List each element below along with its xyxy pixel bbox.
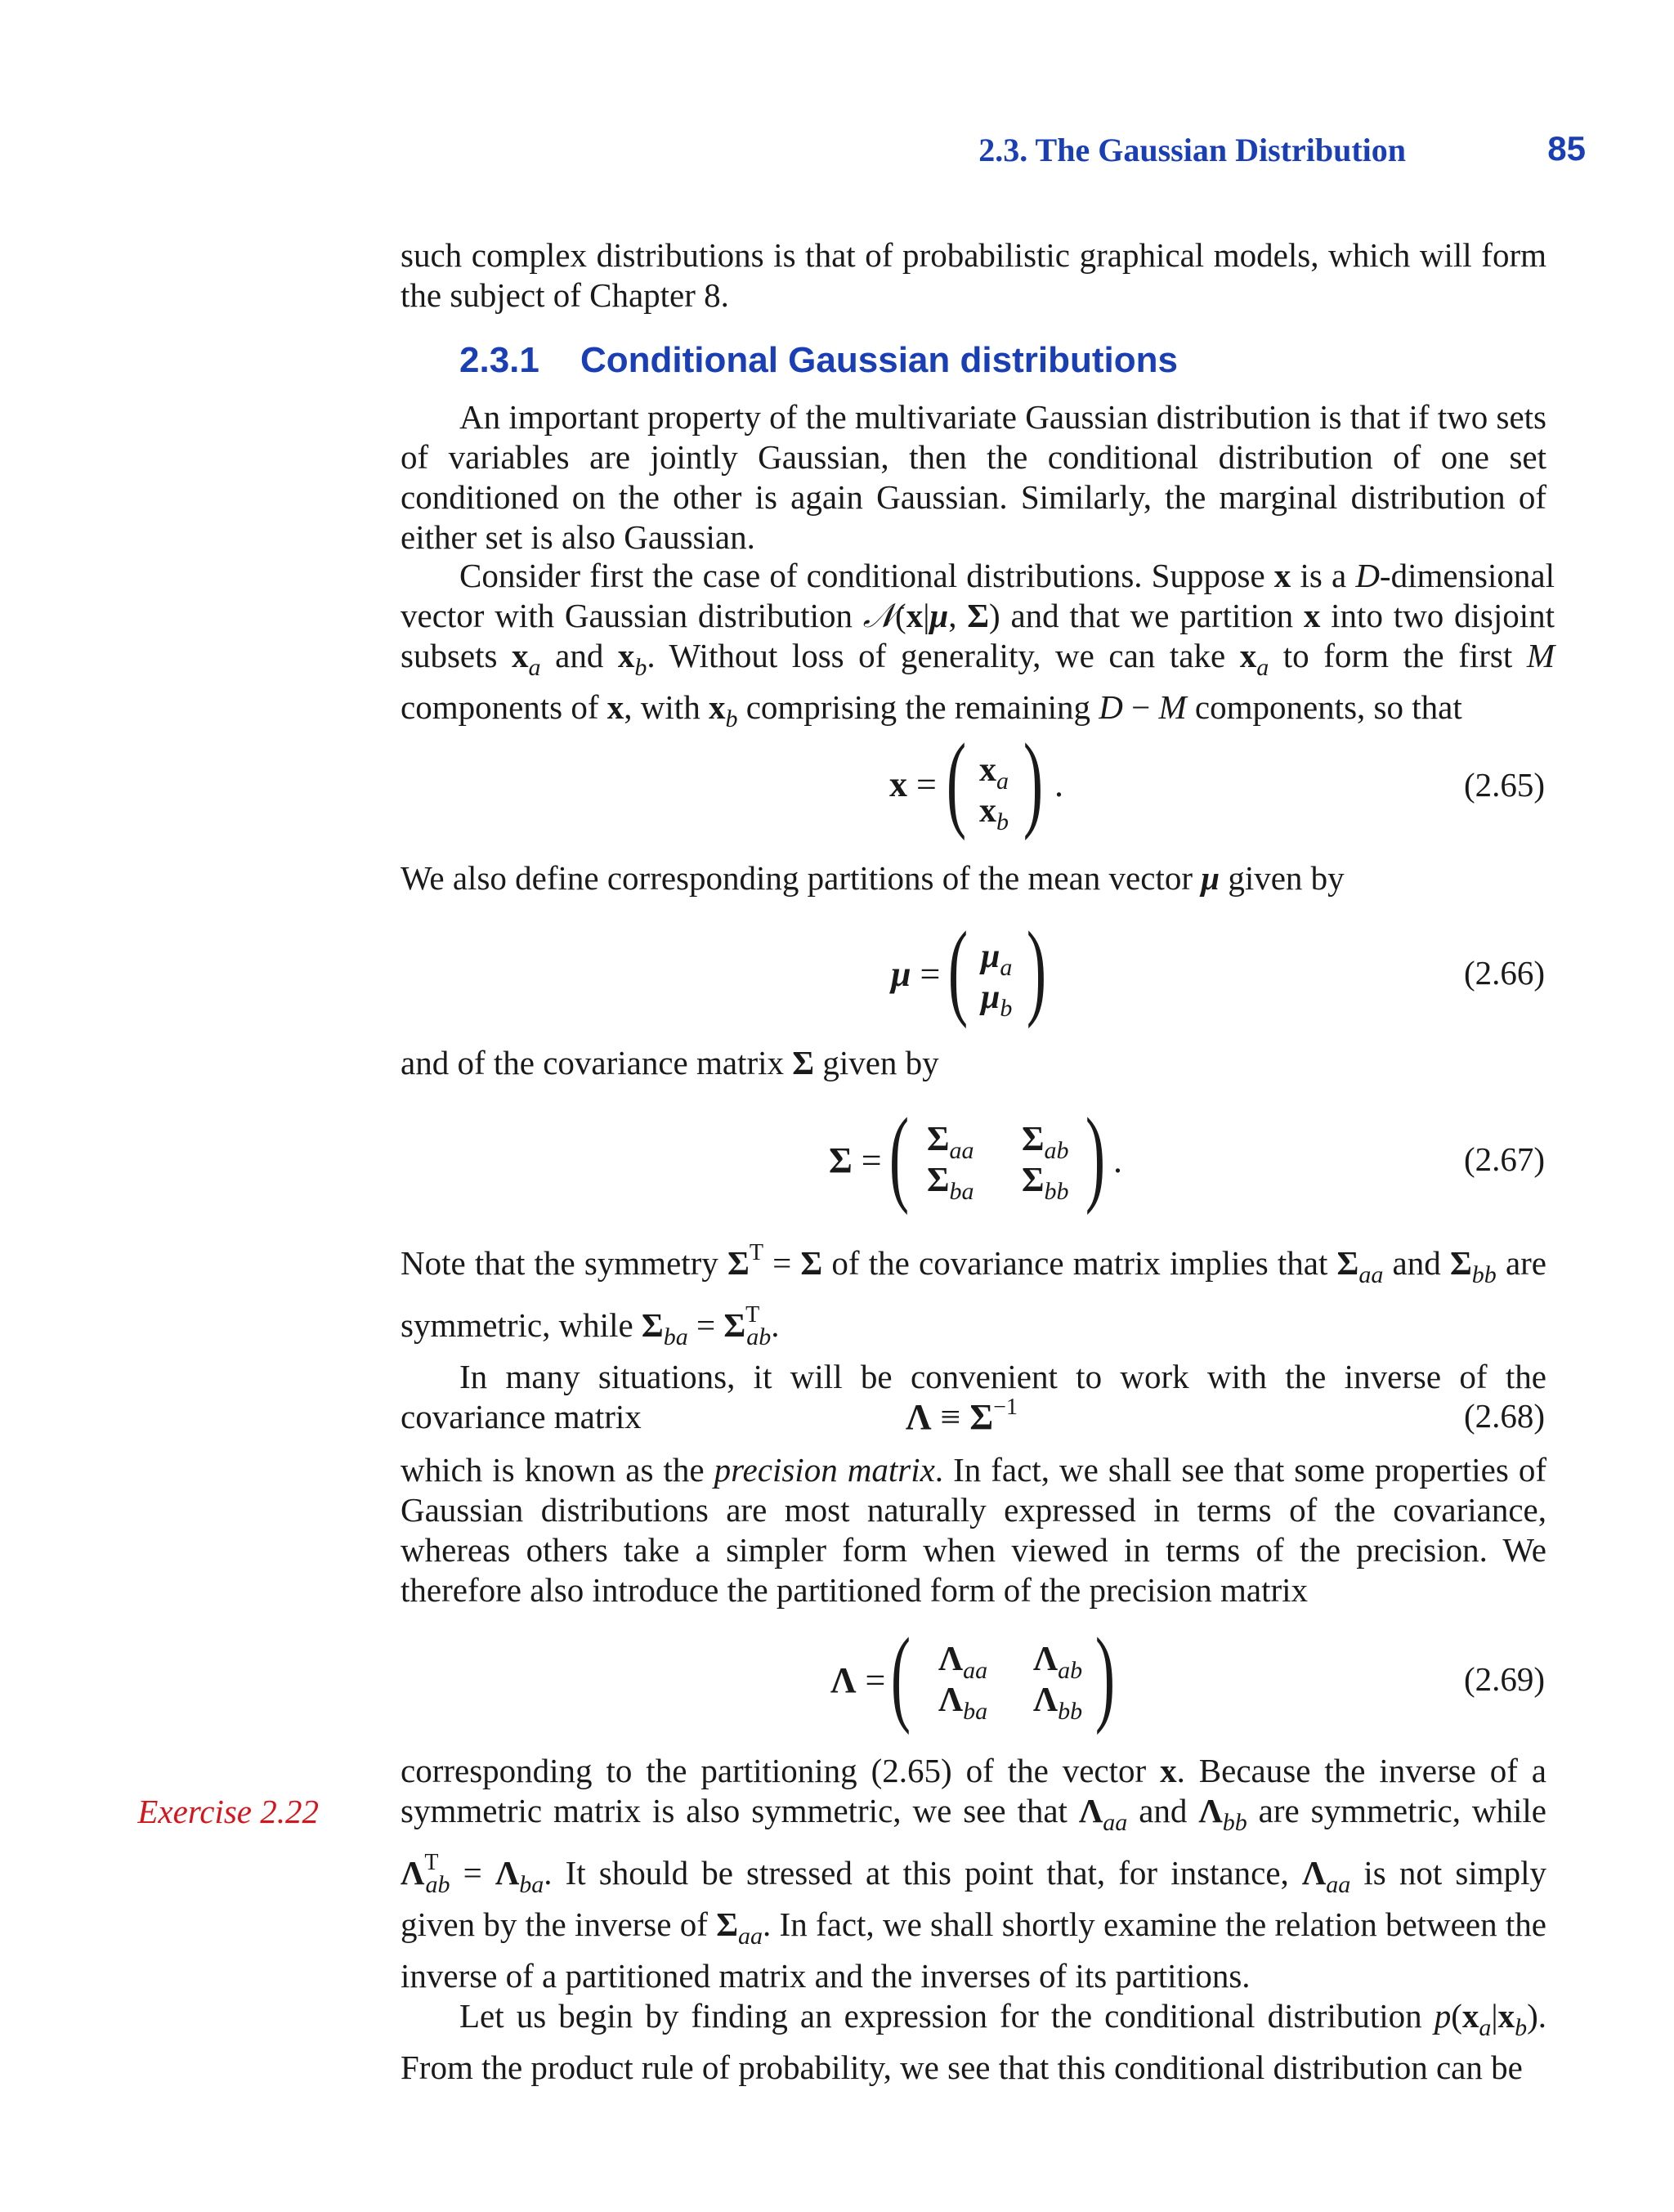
paragraph-inverse: corresponding to the partitioning (2.65) of the vector x. Because the inverse of a symmetric matrix is also symmetric, we see that $\Lambda_{aa}$ and $\Lambda_{bb}$ are symmetric, while $\Lambda^T_{ab} = \Lambda_{ba}$. It should be stressed at this point that, for instance, $\Lambda_{aa}$ is not simply given by the inverse of $\Sigma_{aa}$. In fact, we shall shortly examine the relation between the inverse of a partitioned matrix and the inverses of its partitions. Let us begin by finding an expression for the conditional distribution $p(x_a|x_b)$. From the product rule of probability, we see that this conditional distribution can be (401, 1752, 1546, 2086)
equation-period: . (1113, 1140, 1122, 1180)
equation-2-69: Λ = (830, 1660, 886, 1700)
paren-right: ) (1085, 1095, 1106, 1216)
section-number: 2.3.1 (459, 340, 539, 380)
matrix-cell: $\Lambda_{bb}$ (1033, 1681, 1083, 1725)
paragraph-precision: which is known as the precision matrix. In fact, we shall see that some properties of Gaussian distributions are most naturally expressed in terms of the covariance, whereas others take a simpler form when viewed in terms of the precision. We therefore also introduce the partitioned form of the precision matrix (401, 1451, 1546, 1609)
matrix-cell: $\Sigma_{ba}$ (927, 1162, 974, 1205)
paren-right: ) (1094, 1615, 1116, 1735)
equation-number: (2.65) (1463, 766, 1545, 804)
matrix-cell: $x_b$ (979, 792, 1009, 835)
running-header-title: 2.3. The Gaussian Distribution (978, 132, 1406, 168)
equation-period: . (1054, 764, 1063, 804)
matrix-cell: $\Sigma_{ab}$ (1022, 1121, 1069, 1164)
matrix-cell: $\Lambda_{ba}$ (938, 1681, 988, 1725)
paragraph-intro: such complex distributions is that of probabilistic graphical models, which will form the subject of Chapter 8. (401, 236, 1546, 314)
matrix-cell: $\Lambda_{aa}$ (938, 1641, 988, 1684)
equation-number: (2.67) (1463, 1140, 1545, 1178)
paragraph-property: An important property of the multivariate Gaussian distribution is that if two sets of variables are jointly Gaussian, then the conditional distribution of one set conditioned on the other is again Gaussian. Similarly, the marginal distribution of either set is also Gaussian. (401, 398, 1546, 556)
paren-left: ( (946, 721, 967, 841)
equation-number: (2.69) (1463, 1660, 1545, 1698)
paragraph-partition: Consider first the case of conditional distributions. Suppose x is a D-dimensional vector with Gaussian distribution 𝒩(x|μ, Σ) and that we partition x into two disjoint subsets $x_a$ and $x_b$. Without loss of generality, we can take $x_a$ to form the first M components of x, with $x_b$ comprising the remaining D − M components, so that (401, 557, 1555, 732)
equation-number: (2.68) (1463, 1397, 1545, 1435)
section-heading (459, 340, 1178, 381)
matrix-cell: $\Lambda_{ab}$ (1033, 1641, 1083, 1684)
section-title: Conditional Gaussian distributions (580, 340, 1178, 380)
matrix-cell: $x_a$ (979, 751, 1009, 795)
matrix-cell: $\mu_a$ (981, 938, 1013, 981)
matrix-cell: $\Sigma_{bb}$ (1022, 1162, 1069, 1205)
paragraph-mean: We also define corresponding partitions of the mean vector μ given by (401, 859, 1345, 897)
margin-note-exercise[interactable]: Exercise 2.22 (137, 1793, 319, 1830)
matrix-cell: $\mu_b$ (981, 978, 1013, 1022)
paren-left: ( (890, 1615, 911, 1735)
equation-2-65: x = (889, 764, 937, 804)
paren-left: ( (888, 1095, 910, 1216)
paren-right: ) (1023, 721, 1044, 841)
equation-2-66: μ = (891, 954, 941, 994)
equation-2-67: Σ = (829, 1140, 882, 1180)
paragraph-symmetry: Note that the symmetry $\Sigma^T = \Sigma$ of the covariance matrix implies that $\Sigma_{aa}$ and $\Sigma_{bb}$ are symmetric, while $\Sigma_{ba} = \Sigma^T_{ab}$. In many situations, it will be convenient to work with the inverse of the covariance matrix (401, 1240, 1546, 1435)
equation-number: (2.66) (1463, 954, 1545, 992)
paren-left: ( (947, 909, 969, 1029)
paragraph-covariance: and of the covariance matrix Σ given by (401, 1044, 939, 1081)
matrix-cell: $\Sigma_{aa}$ (927, 1121, 974, 1164)
equation-2-68: $\Lambda \equiv \Sigma^{-1}$ (906, 1395, 1018, 1437)
page-number: 85 (1547, 129, 1586, 168)
paren-right: ) (1026, 909, 1047, 1029)
